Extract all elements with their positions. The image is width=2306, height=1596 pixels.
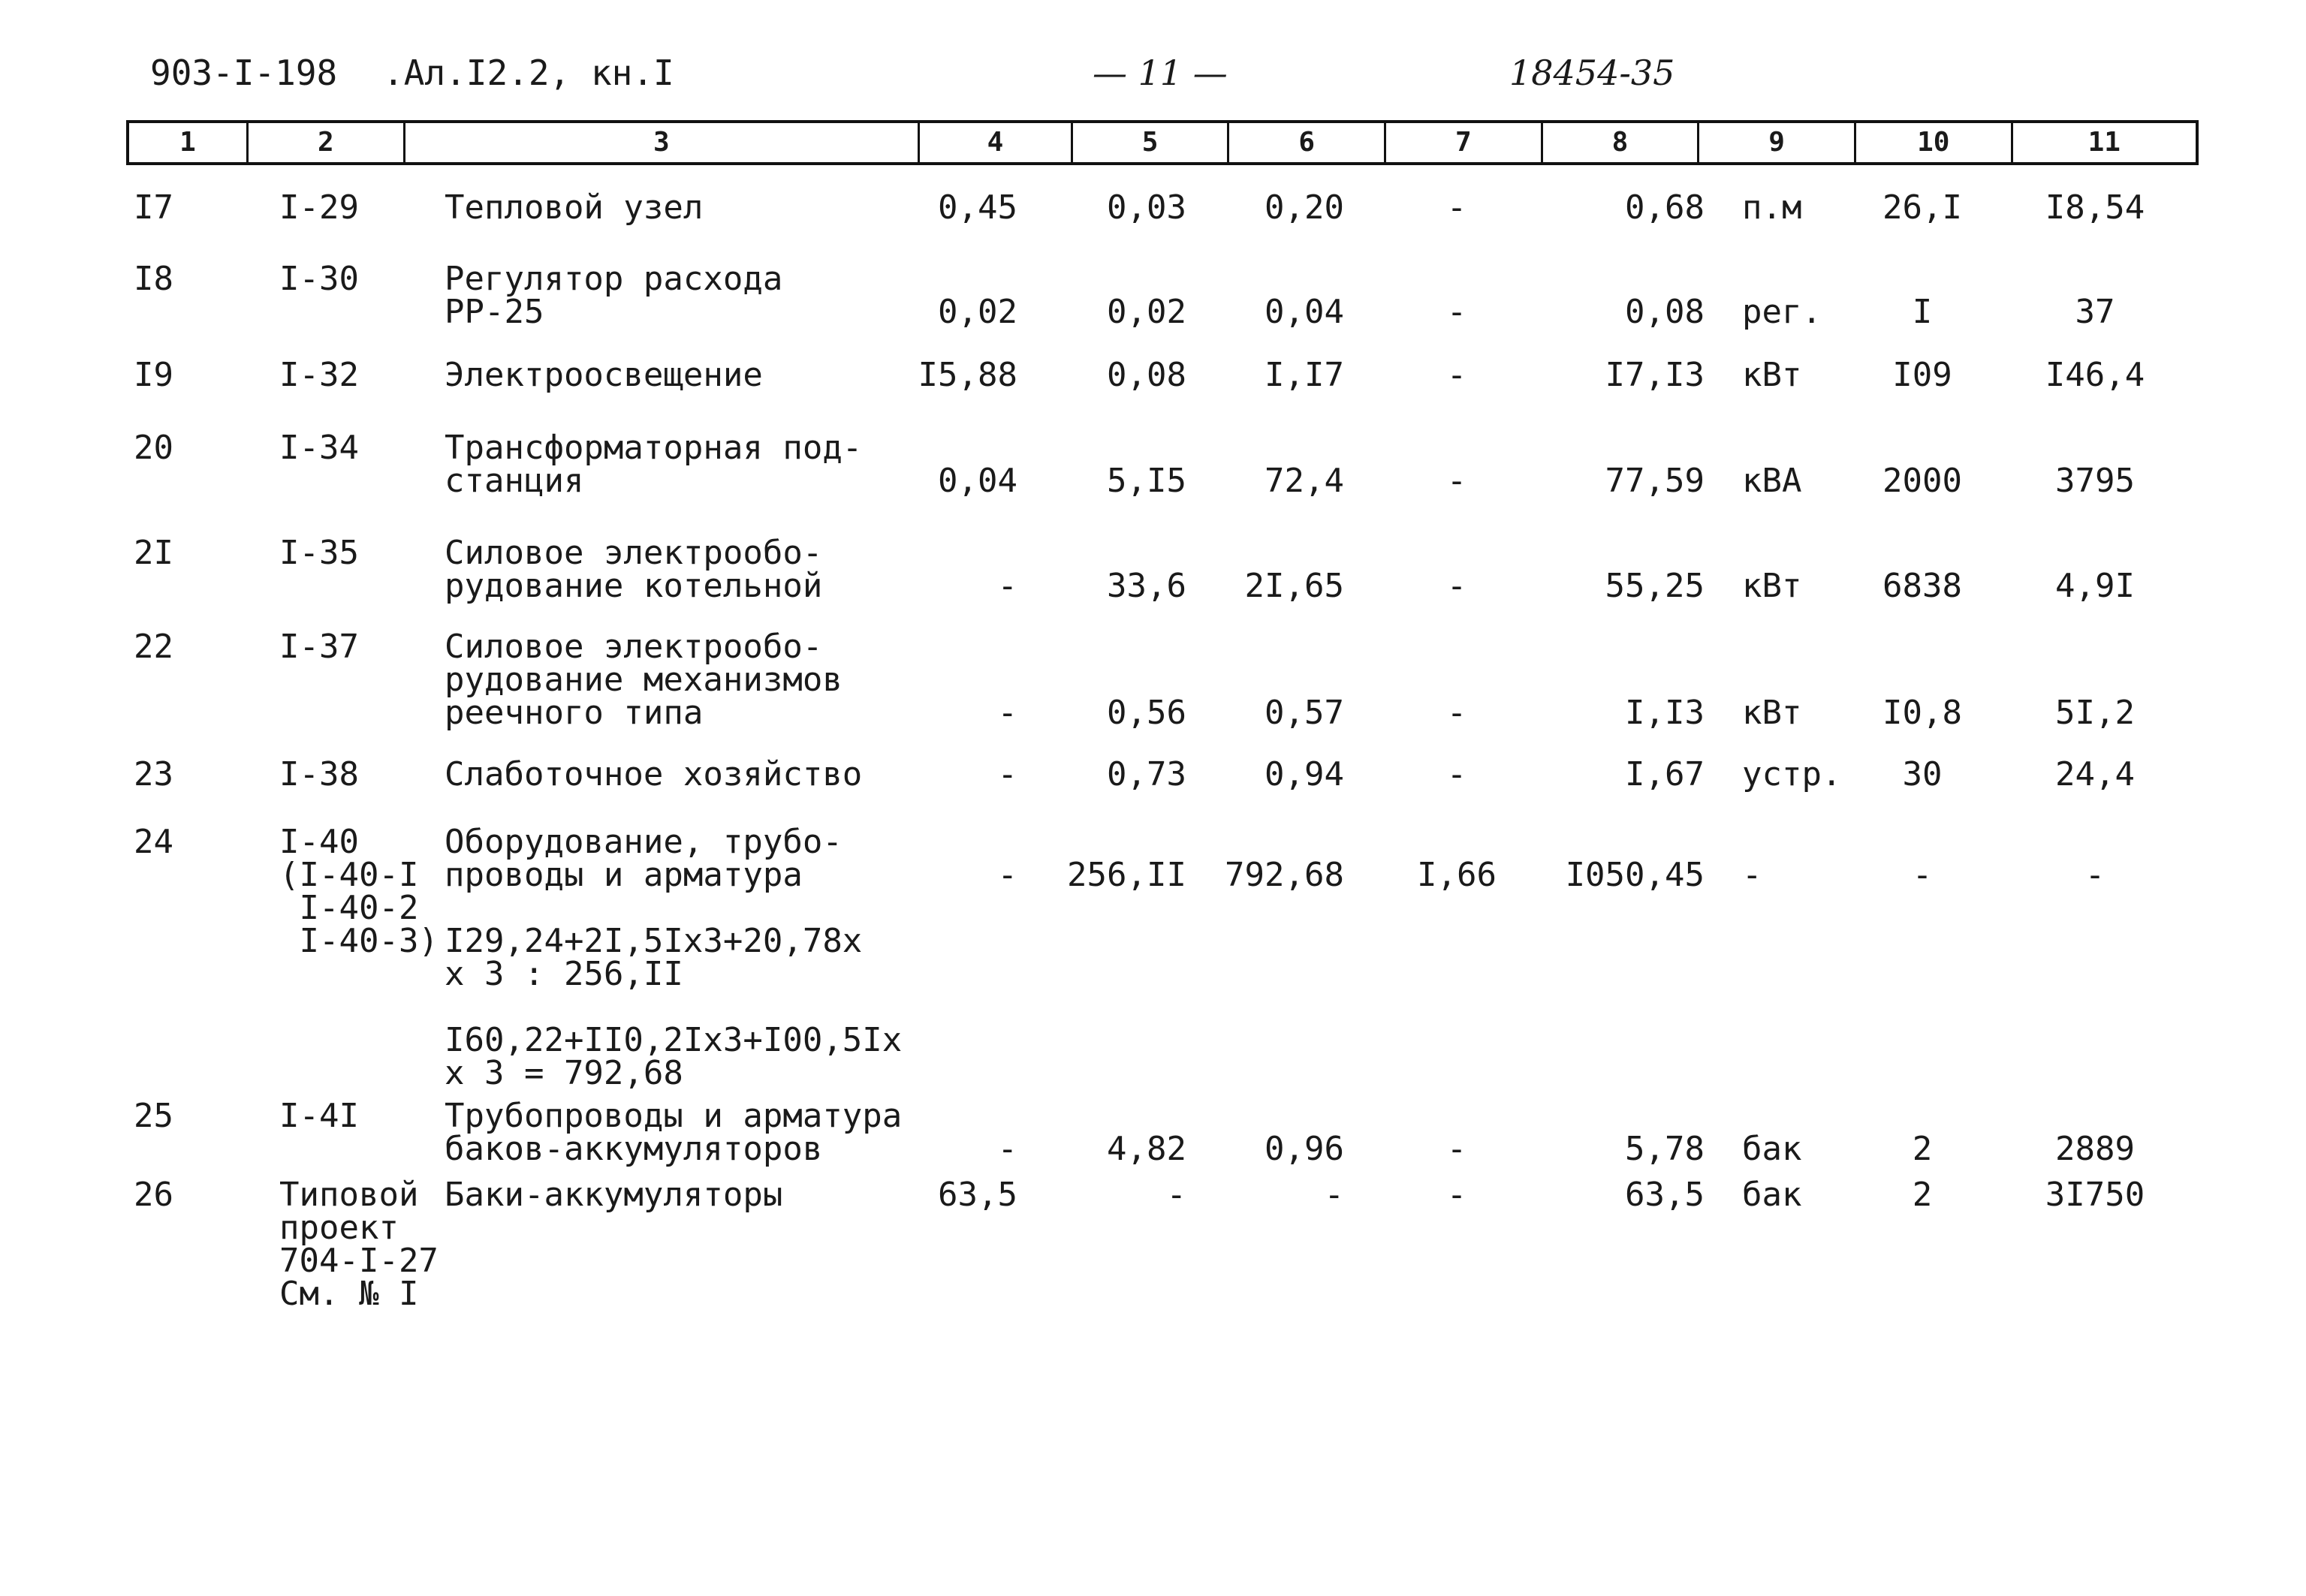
cell-c7: - [1446,567,1467,605]
cell-c5: 33,6 [1107,567,1186,605]
cell-c7: - [1446,755,1467,793]
column-header-1: 1 [129,123,249,162]
column-header-5: 5 [1073,123,1230,162]
cell-c8: I,I3 [1625,694,1705,732]
cell-c10: I09 [1892,356,1952,394]
cell-unit: - [1742,856,1762,894]
column-header-9: 9 [1699,123,1856,162]
cell-name: Баки-аккумуляторы [445,1176,783,1214]
column-header-11: 11 [2087,127,2121,158]
cell-c5: - [1166,1176,1186,1214]
page-number: — 11 — [1093,53,1228,93]
cell-c10: - [1912,856,1933,894]
cell-name: Слаботочное хозяйство [445,755,863,793]
column-header-10: 10 [1856,123,2013,162]
cell-c7: - [1446,1176,1467,1214]
cell-c8: 55,25 [1605,567,1705,605]
cell-c6: 72,4 [1265,462,1344,500]
cell-code: I-34 [279,429,359,467]
cell-c4: - [997,567,1017,605]
cell-c4: - [997,1130,1017,1168]
cell-no: 20 [134,429,173,467]
cell-no: I8 [134,260,173,298]
cell-c11: 2889 [2055,1130,2135,1168]
cell-c4: - [997,755,1017,793]
cell-c11: 3I750 [2045,1176,2145,1214]
cell-c5: 0,02 [1107,293,1186,331]
cell-c10: 30 [1902,755,1943,793]
cell-unit: кВт [1742,356,1802,394]
cell-c4: - [997,694,1017,732]
cell-c5: 5,I5 [1107,462,1186,500]
cell-no: I7 [134,188,173,227]
cell-c6: 0,04 [1265,293,1344,331]
cell-name: Трансформаторная под- станция [445,429,863,500]
cell-c5: 0,56 [1107,694,1186,732]
cell-name: Регулятор расхода РР-25 [445,260,783,331]
column-header-8: 8 [1543,123,1700,162]
cell-code: I-32 [279,356,359,394]
cell-c10: 2000 [1882,462,1962,500]
cell-c11: - [2084,856,2106,894]
cell-c10: I0,8 [1882,694,1962,732]
cell-unit: кВт [1742,694,1802,732]
cell-c5: 256,II [1067,856,1186,894]
cell-c11: 3795 [2055,462,2135,500]
cell-name: Тепловой узел [445,188,704,227]
cell-c10: 26,I [1882,188,1962,227]
cell-unit: устр. [1742,755,1842,793]
cell-name: Оборудование, трубо- проводы и арматура I29,24+2I,5Ix3+20,78x x 3 : 256,II I60,22+II0,2Ix3+I00,5Ix x 3 = 792,68 [445,823,903,1092]
cell-no: 26 [134,1176,173,1214]
cell-code: I-35 [279,534,359,572]
cell-c11: 24,4 [2055,755,2135,793]
cell-no: 2I [134,534,173,572]
cell-c10: 2 [1912,1130,1933,1168]
cell-c8: 63,5 [1625,1176,1705,1214]
album-ref: .Ал.I2.2, кн.I [383,53,674,93]
cell-c7: - [1446,1130,1467,1168]
cell-c10: 2 [1912,1176,1933,1214]
cell-c8: I050,45 [1565,856,1705,894]
cell-unit: бак [1742,1176,1802,1214]
cell-c6: 0,96 [1265,1130,1344,1168]
cell-c6: 0,57 [1265,694,1344,732]
cell-code: I-4I [279,1097,359,1135]
archive-stamp: 18454-35 [1509,53,1675,93]
cell-c4: I5,88 [918,356,1017,394]
cell-c8: 77,59 [1605,462,1705,500]
cell-c8: 0,68 [1625,188,1705,227]
column-header-2: 2 [249,123,405,162]
cell-c7: - [1446,293,1467,331]
cell-no: I9 [134,356,173,394]
cell-code: I-29 [279,188,359,227]
column-header-4: 4 [920,123,1073,162]
cell-code: I-37 [279,628,359,666]
cell-code: I-40 (I-40-I I-40-2 I-40-3) [279,823,439,960]
cell-c7: - [1446,694,1467,732]
cell-c5: 0,03 [1107,188,1186,227]
column-header-7: 7 [1386,123,1543,162]
cell-c7: - [1446,462,1467,500]
cell-c11: I8,54 [2045,188,2145,227]
doc-code: 903-I-198 [150,53,338,93]
cell-no: 22 [134,628,173,666]
cell-unit: рег. [1742,293,1822,331]
cell-name: Силовое электрообо- рудование механизмов реечного типа [445,628,843,732]
cell-no: 25 [134,1097,173,1135]
cell-c4: 0,45 [938,188,1017,227]
cell-no: 24 [134,823,173,861]
cell-unit: бак [1742,1130,1802,1168]
cell-c10: I [1912,293,1933,331]
cell-c6: 792,68 [1225,856,1344,894]
cell-unit: кВт [1742,567,1802,605]
cell-c5: 0,08 [1107,356,1186,394]
cell-c8: 0,08 [1625,293,1705,331]
cell-c5: 4,82 [1107,1130,1186,1168]
cell-code: Типовой проект 704-I-27 См. № I [279,1176,439,1313]
column-number-header [126,120,2199,165]
cell-c6: - [1324,1176,1344,1214]
cell-name: Электроосвещение [445,356,763,394]
cell-c11: 4,9I [2055,567,2135,605]
cell-c4: 0,04 [938,462,1017,500]
cell-c6: 0,20 [1265,188,1344,227]
cell-c6: 0,94 [1265,755,1344,793]
cell-code: I-38 [279,755,359,793]
cell-c6: 2I,65 [1244,567,1344,605]
cell-name: Трубопроводы и арматура баков-аккумуляторов [445,1097,903,1168]
cell-c4: 63,5 [938,1176,1017,1214]
cell-c7: - [1446,188,1467,227]
cell-unit: кВА [1742,462,1802,500]
cell-c8: 5,78 [1625,1130,1705,1168]
cell-c11: 37 [2075,293,2115,331]
column-header-3: 3 [405,123,920,162]
cell-c6: I,I7 [1265,356,1344,394]
cell-name: Силовое электрообо- рудование котельной [445,534,823,605]
cell-c8: I7,I3 [1605,356,1705,394]
cell-c7: - [1446,356,1467,394]
cell-c10: 6838 [1882,567,1962,605]
cell-c4: - [997,856,1017,894]
cell-c5: 0,73 [1107,755,1186,793]
cell-c4: 0,02 [938,293,1017,331]
column-header-6: 6 [1229,123,1386,162]
cell-c11: I46,4 [2045,356,2145,394]
cell-code: I-30 [279,260,359,298]
cell-no: 23 [134,755,173,793]
cell-c11: 5I,2 [2055,694,2135,732]
cell-c7: I,66 [1417,856,1497,894]
cell-c8: I,67 [1625,755,1705,793]
cell-unit: п.м [1742,188,1802,227]
